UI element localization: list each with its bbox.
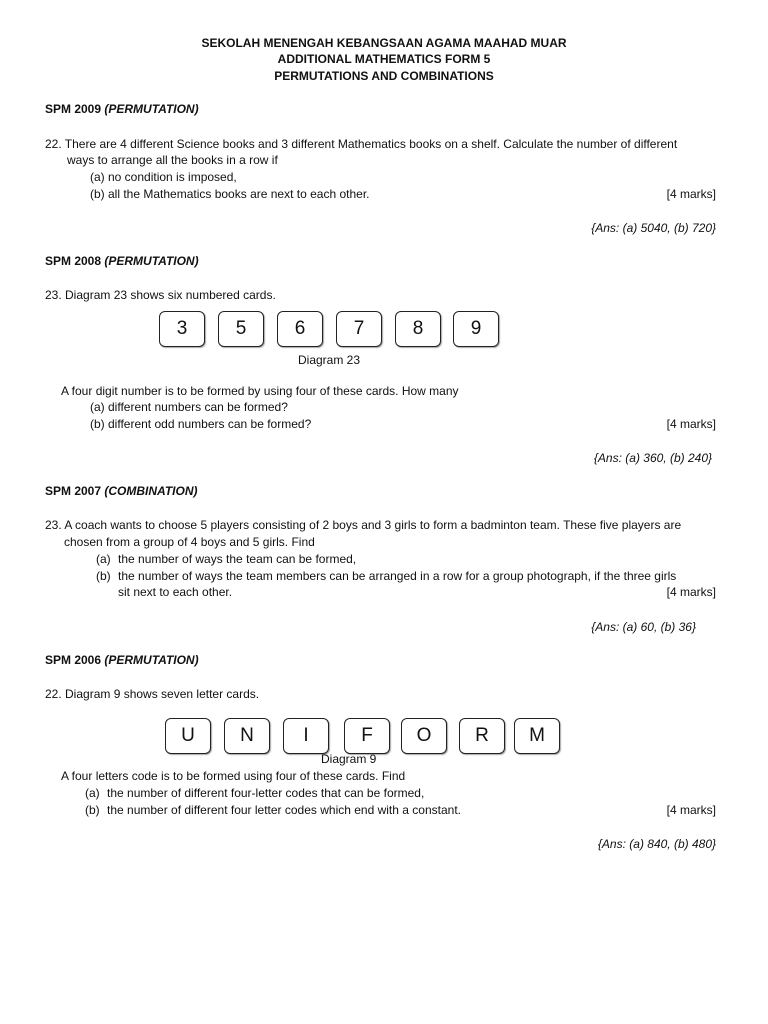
sub-question-a: the number of different four-letter codes that can be formed, [107, 786, 425, 800]
letter-card: R [459, 718, 505, 754]
question-text: 23. Diagram 23 shows six numbered cards. [45, 288, 276, 302]
number-card: 3 [159, 311, 205, 347]
type-label: (COMBINATION) [104, 484, 198, 498]
school-name: SEKOLAH MENENGAH KEBANGSAAN AGAMA MAAHAD MUAR [201, 36, 567, 50]
year-label: SPM 2006 [45, 653, 102, 667]
answer-text: {Ans: (a) 5040, (b) 720} [591, 221, 716, 235]
section-heading-2008 [45, 254, 199, 269]
question-text: chosen from a group of 4 boys and 5 girls. Find [64, 535, 315, 549]
question-text: 22. Diagram 9 shows seven letter cards. [45, 687, 260, 701]
sub-question-a: (a) no condition is imposed, [90, 170, 237, 184]
letter-card: U [165, 718, 211, 754]
number-card: 5 [218, 311, 264, 347]
section-heading-2009 [45, 102, 199, 117]
letter-card: O [401, 718, 447, 754]
answer-text: {Ans: (a) 360, (b) 240} [593, 451, 712, 465]
sub-question-a: the number of ways the team can be formed, [118, 552, 357, 566]
subject-title: ADDITIONAL MATHEMATICS FORM 5 [277, 52, 491, 66]
question-text: A four digit number is to be formed by using four of these cards. How many [61, 384, 459, 398]
sub-question-a-label: (a) [96, 552, 111, 566]
number-card: 9 [453, 311, 499, 347]
question-text: 22. There are 4 different Science books and 3 different Mathematics books on a shelf. Calculate the number of different [45, 137, 678, 151]
sub-question-b-continued: sit next to each other. [118, 585, 233, 599]
section-heading-2007 [45, 484, 197, 499]
sub-question-a: (a) different numbers can be formed? [90, 400, 288, 414]
marks-label: [4 marks] [666, 187, 716, 201]
type-label: (PERMUTATION) [104, 254, 199, 268]
letter-card: M [514, 718, 560, 754]
letter-card: F [344, 718, 390, 754]
question-text: A four letters code is to be formed using four of these cards. Find [61, 769, 406, 783]
diagram-caption: Diagram 9 [321, 752, 377, 766]
year-label: SPM 2007 [45, 484, 102, 498]
section-heading-2006 [45, 653, 199, 668]
type-label: (PERMUTATION) [104, 653, 199, 667]
number-card: 6 [277, 311, 323, 347]
answer-text: {Ans: (a) 840, (b) 480} [597, 837, 716, 851]
sub-question-b: (b) all the Mathematics books are next to each other. [90, 187, 370, 201]
question-text: ways to arrange all the books in a row if [67, 153, 278, 167]
sub-question-b: (b) different odd numbers can be formed? [90, 417, 312, 431]
marks-label: [4 marks] [666, 417, 716, 431]
sub-question-b: the number of ways the team members can be arranged in a row for a group photograph, if the three girls [118, 569, 677, 583]
number-card: 7 [336, 311, 382, 347]
marks-label: [4 marks] [666, 585, 716, 599]
sub-question-a-label: (a) [85, 786, 100, 800]
type-label: (PERMUTATION) [104, 102, 199, 116]
marks-label: [4 marks] [666, 803, 716, 817]
sub-question-b: the number of different four letter codes which end with a constant. [107, 803, 461, 817]
year-label: SPM 2008 [45, 254, 102, 268]
letter-card: I [283, 718, 329, 754]
sub-question-b-label: (b) [85, 803, 100, 817]
diagram-caption: Diagram 23 [298, 353, 361, 367]
number-card: 8 [395, 311, 441, 347]
answer-text: {Ans: (a) 60, (b) 36} [591, 620, 696, 634]
letter-card: N [224, 718, 270, 754]
topic-title: PERMUTATIONS AND COMBINATIONS [274, 69, 494, 83]
question-text: 23. A coach wants to choose 5 players consisting of 2 boys and 3 girls to form a badminton team. These five players are [45, 518, 682, 532]
year-label: SPM 2009 [45, 102, 102, 116]
sub-question-b-label: (b) [96, 569, 111, 583]
